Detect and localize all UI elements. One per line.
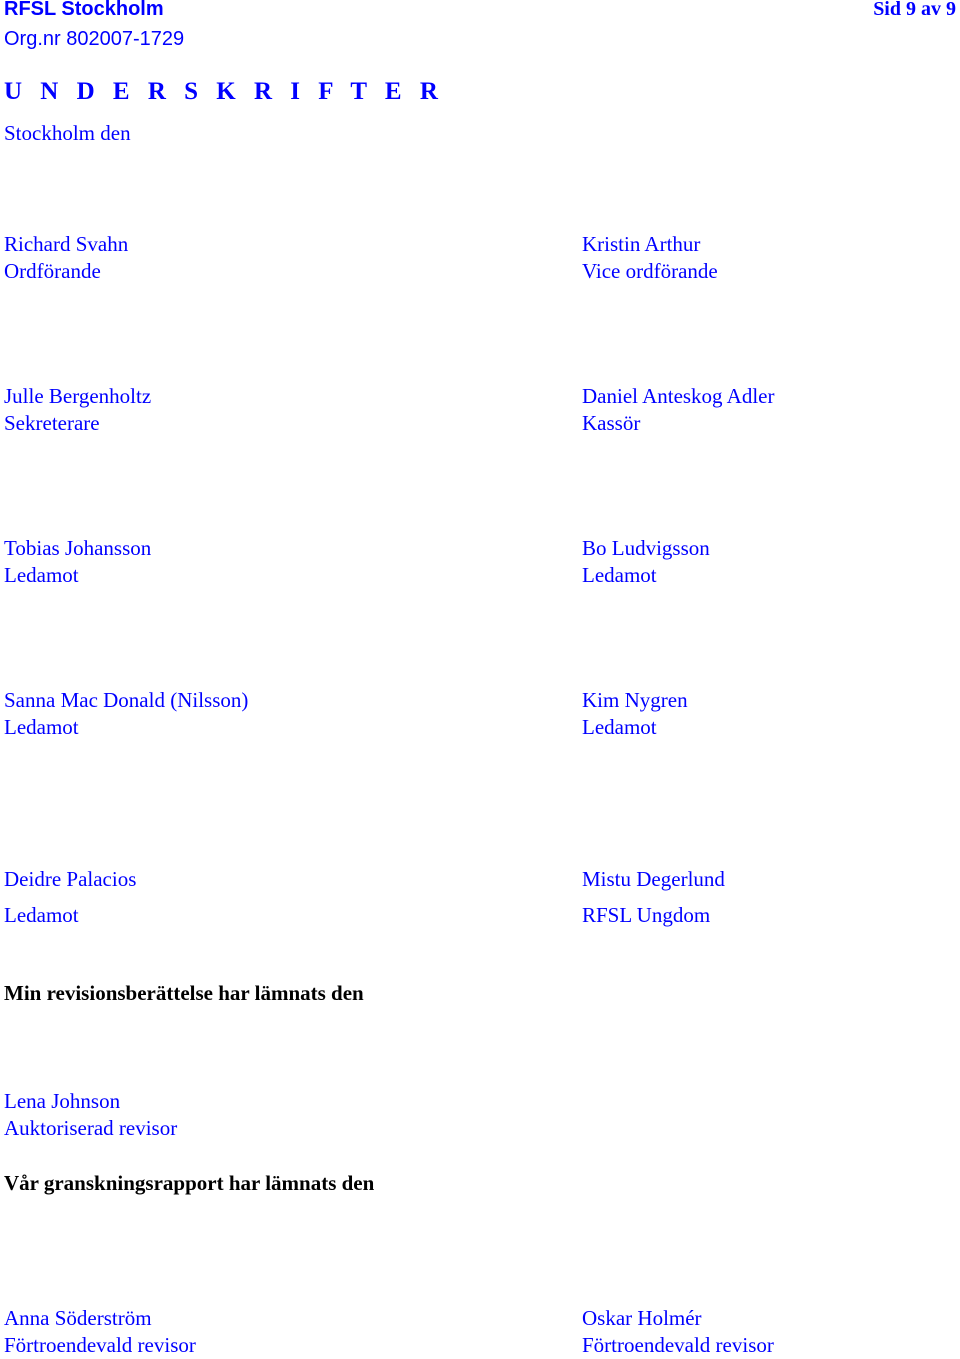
signature-block xyxy=(4,861,136,933)
signature-block xyxy=(582,383,774,437)
signatory-role: Sekreterare xyxy=(4,411,100,435)
signature-block xyxy=(4,535,151,589)
reviewer-name: Oskar Holmér xyxy=(582,1306,702,1330)
signatory-role: Ledamot xyxy=(582,563,657,587)
reviewer-role: Förtroendevald revisor xyxy=(582,1333,774,1357)
signatory-name: Kristin Arthur xyxy=(582,232,701,256)
place-date: Stockholm den xyxy=(4,121,131,145)
reviewer-role: Förtroendevald revisor xyxy=(4,1333,196,1357)
signatory-role: Kassör xyxy=(582,411,641,435)
auditor-statement: Min revisionsberättelse har lämnats den xyxy=(4,981,364,1005)
reviewer-signature-block xyxy=(4,1305,196,1359)
auditor-name: Lena Johnson xyxy=(4,1089,121,1113)
signatory-name: Richard Svahn xyxy=(4,232,129,256)
signatory-role: Ledamot xyxy=(4,903,79,927)
header-org-name: RFSL Stockholm xyxy=(4,0,164,20)
signature-block xyxy=(4,231,128,285)
signatory-role: RFSL Ungdom xyxy=(582,903,711,927)
reviewer-signature-block xyxy=(582,1305,774,1359)
signature-block xyxy=(582,231,718,285)
signatory-name: Sanna Mac Donald (Nilsson) xyxy=(4,688,249,712)
signatory-role: Ledamot xyxy=(4,563,79,587)
signatory-role: Vice ordförande xyxy=(582,259,718,283)
signatory-name: Kim Nygren xyxy=(582,688,688,712)
signatory-name: Julle Bergenholtz xyxy=(4,384,152,408)
signatory-name: Bo Ludvigsson xyxy=(582,536,710,560)
signatory-name: Tobias Johansson xyxy=(4,536,152,560)
reviewer-name: Anna Söderström xyxy=(4,1306,152,1330)
review-statement: Vår granskningsrapport har lämnats den xyxy=(4,1171,375,1195)
auditor-role: Auktoriserad revisor xyxy=(4,1116,178,1140)
section-title: U N D E R S K R I F T E R xyxy=(4,78,444,105)
signature-block xyxy=(4,383,151,437)
signatory-role: Ledamot xyxy=(582,715,657,739)
signature-block xyxy=(4,687,248,741)
header-org-number: Org.nr 802007-1729 xyxy=(4,28,185,50)
signatory-role: Ordförande xyxy=(4,259,101,283)
signatory-name: Deidre Palacios xyxy=(4,867,137,891)
auditor-signature-block xyxy=(4,1088,177,1142)
header-page-label: Sid 9 av 9 xyxy=(873,0,956,20)
signatory-name: Daniel Anteskog Adler xyxy=(582,384,775,408)
signature-block xyxy=(582,535,710,589)
signature-block xyxy=(582,861,725,933)
signatory-role: Ledamot xyxy=(4,715,79,739)
signatory-name: Mistu Degerlund xyxy=(582,867,725,891)
signature-block xyxy=(582,687,688,741)
